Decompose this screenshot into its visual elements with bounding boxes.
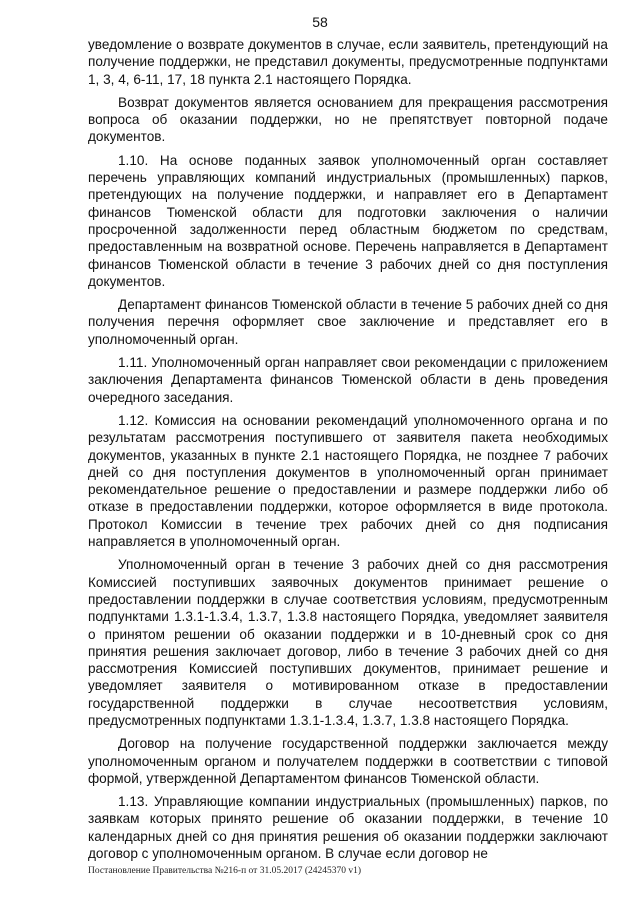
page-number: 58 xyxy=(312,14,328,30)
document-body xyxy=(88,36,608,868)
paragraph-1-10: 1.10. На основе поданных заявок уполномоченный орган составляет перечень управляющих компаний индустриальных (промышленных) парков, претендующих на получение поддержки, и направляет его в Департамент финансов Тюменской области для подготовки заключения о наличии просроченной задолженности перед областным бюджетом по средствам, предоставленным на возвратной основе. Перечень направляется в Департамент финансов Тюменской области в течение 3 рабочих дней со дня поступления документов. xyxy=(88,152,608,289)
paragraph-support-agreement: Договор на получение государственной поддержки заключается между уполномоченным органом и получателем поддержки в соответствии с типовой формой, утвержденной Департаментом финансов Тюменской области. xyxy=(88,736,608,786)
paragraph-continuation: уведомление о возврате документов в случае, если заявитель, претендующий на получение поддержки, не представил документы, предусмотренные подпунктами 1, 3, 4, 6-11, 17, 18 пункта 2.1 настоящего Порядка. xyxy=(88,37,608,87)
paragraph-1-11: 1.11. Уполномоченный орган направляет свои рекомендации с приложением заключения Департамента финансов Тюменской области в день проведения очередного заседания. xyxy=(88,355,608,405)
paragraph-return-documents: Возврат документов является основанием для прекращения рассмотрения вопроса об оказании поддержки, но не препятствует повторной подаче документов. xyxy=(88,94,608,145)
paragraph-1-13: 1.13. Управляющие компании индустриальных (промышленных) парков, по заявкам которых принято решение об оказании поддержки, в течение 10 календарных дней со дня принятия решения об оказании поддержки заключают договор с уполномоченным органом. В случае если договор не xyxy=(88,794,608,862)
paragraph-1-12: 1.12. Комиссия на основании рекомендаций уполномоченного органа и по результатам рассмотрения поступившего от заявителя пакета необходимых документов, указанных в пункте 2.1 настоящего Порядка, не позднее 7 рабочих дней со дня поступления документов в уполномоченный орган принимает рекомендательное решение о предоставлении и размере поддержки либо об отказе в предоставлении поддержки, которое оформляется в виде протокола. Протокол Комиссии в течение трех рабочих дней со дня подписания направляется в уполномоченный орган. xyxy=(88,412,608,550)
paragraph-finance-department: Департамент финансов Тюменской области в течение 5 рабочих дней со дня получения перечня оформляет свое заключение и представляет его в уполномоченный орган. xyxy=(88,297,608,347)
paragraph-authorized-body-decision: Уполномоченный орган в течение 3 рабочих дней со дня рассмотрения Комиссией поступивших заявочных документов принимает решение о предоставлении поддержки в случае соответствия условиям, предусмотренным подпунктами 1.3.1-1.3.4, 1.3.7, 1.3.8 настоящего Порядка, уведомляет заявителя о принятом решении об оказании поддержки и в 10-дневный срок со дня принятия решения заключает договор, либо в течение 3 рабочих дней со дня рассмотрения Комиссией поступивших документов, принимает решение и уведомляет заявителя о мотивированном отказе в предоставлении государственной поддержки в случае несоответствия условиям, предусмотренных подпунктами 1.3.1-1.3.4, 1.3.7, 1.3.8 настоящего Порядка. xyxy=(88,557,608,728)
document-footer: Постановление Правительства №216-п от 31.05.2017 (24245370 v1) xyxy=(88,866,362,876)
